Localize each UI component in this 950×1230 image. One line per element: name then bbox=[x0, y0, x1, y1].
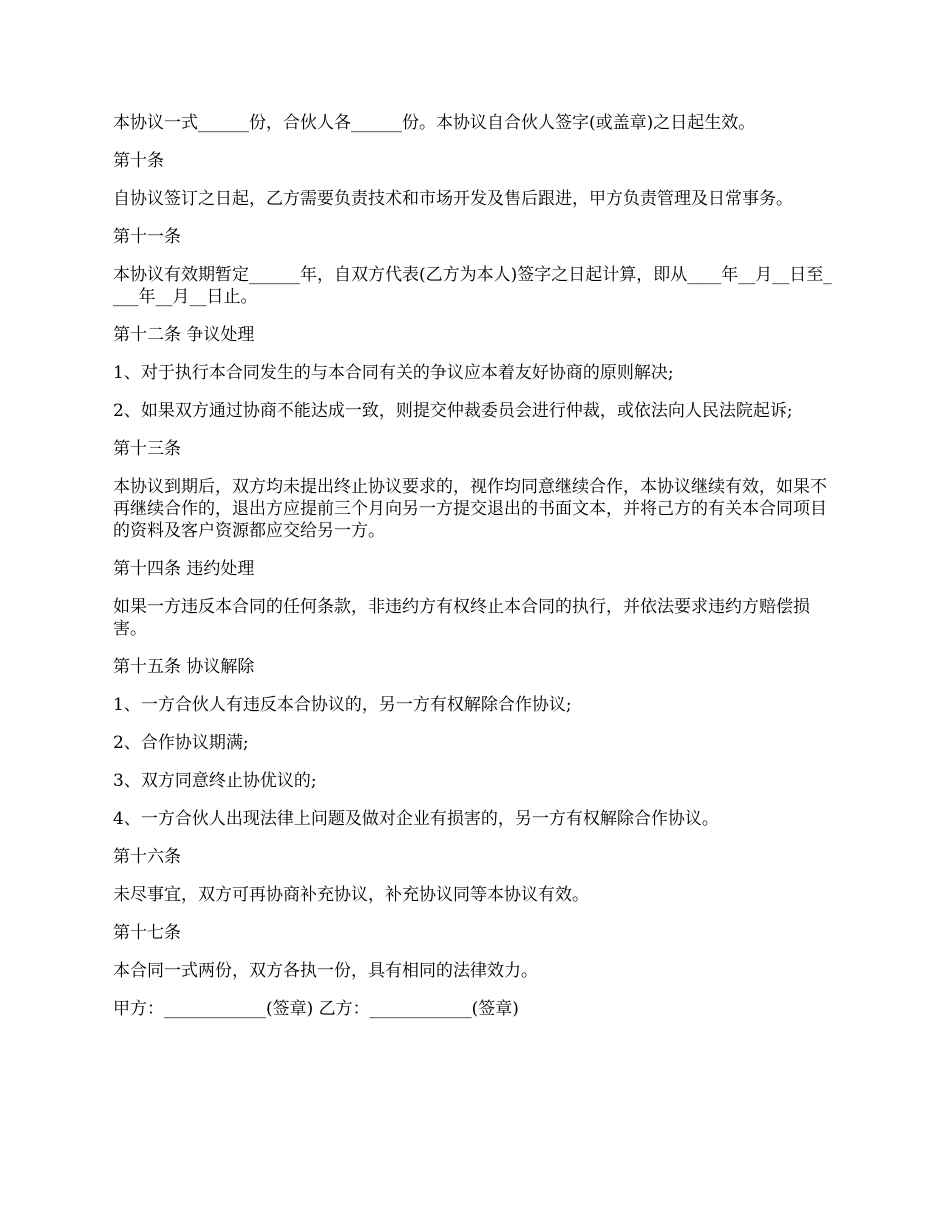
article-11-heading: 第十一条 bbox=[113, 227, 181, 247]
paragraph-validity-period: 本协议有效期暂定______年，自双方代表(乙方为本人)签字之日起计算，即从____年__月__日至____年__月__日止。 bbox=[113, 265, 832, 307]
dispute-item-2: 2、如果双方通过协商不能达成一致，则提交仲裁委员会进行仲裁，或依法向人民法院起诉; bbox=[113, 401, 793, 421]
document-body bbox=[113, 112, 835, 1036]
paragraph-copies: 本合同一式两份，双方各执一份，具有相同的法律效力。 bbox=[113, 961, 538, 981]
termination-item-1: 1、一方合伙人有违反本合协议的，另一方有权解除合作协议; bbox=[113, 695, 572, 715]
article-10-heading: 第十条 bbox=[113, 151, 164, 171]
paragraph-copies-effective: 本协议一式______份，合伙人各______份。本协议自合伙人签字(或盖章)之日起生效。 bbox=[113, 113, 756, 133]
signature-line: 甲方：____________(签章) 乙方：____________(签章) bbox=[113, 999, 519, 1019]
article-17-heading: 第十七条 bbox=[113, 923, 181, 943]
article-15-heading: 第十五条 协议解除 bbox=[113, 657, 255, 677]
paragraph-breach: 如果一方违反本合同的任何条款，非违约方有权终止本合同的执行，并依法要求违约方赔偿损害。 bbox=[113, 597, 810, 639]
article-13-heading: 第十三条 bbox=[113, 439, 181, 459]
paragraph-supplementary: 未尽事宜，双方可再协商补充协议，补充协议同等本协议有效。 bbox=[113, 885, 589, 905]
paragraph-renewal: 本协议到期后，双方均未提出终止协议要求的，视作均同意继续合作，本协议继续有效，如果不再继续合作的，退出方应提前三个月向另一方提交退出的书面文本，并将己方的有关本合同项目的资料及客户资源都应交给另一方。 bbox=[113, 477, 827, 541]
article-12-heading: 第十二条 争议处理 bbox=[113, 325, 255, 345]
termination-item-3: 3、双方同意终止协优议的; bbox=[113, 771, 317, 791]
termination-item-4: 4、一方合伙人出现法律上问题及做对企业有损害的，另一方有权解除合作协议。 bbox=[113, 809, 719, 829]
paragraph-responsibilities: 自协议签订之日起，乙方需要负责技术和市场开发及售后跟进，甲方负责管理及日常事务。 bbox=[113, 189, 793, 209]
article-14-heading: 第十四条 违约处理 bbox=[113, 559, 255, 579]
dispute-item-1: 1、对于执行本合同发生的与本合同有关的争议应本着友好协商的原则解决; bbox=[113, 363, 674, 383]
article-16-heading: 第十六条 bbox=[113, 847, 181, 867]
termination-item-2: 2、合作协议期满; bbox=[113, 733, 249, 753]
